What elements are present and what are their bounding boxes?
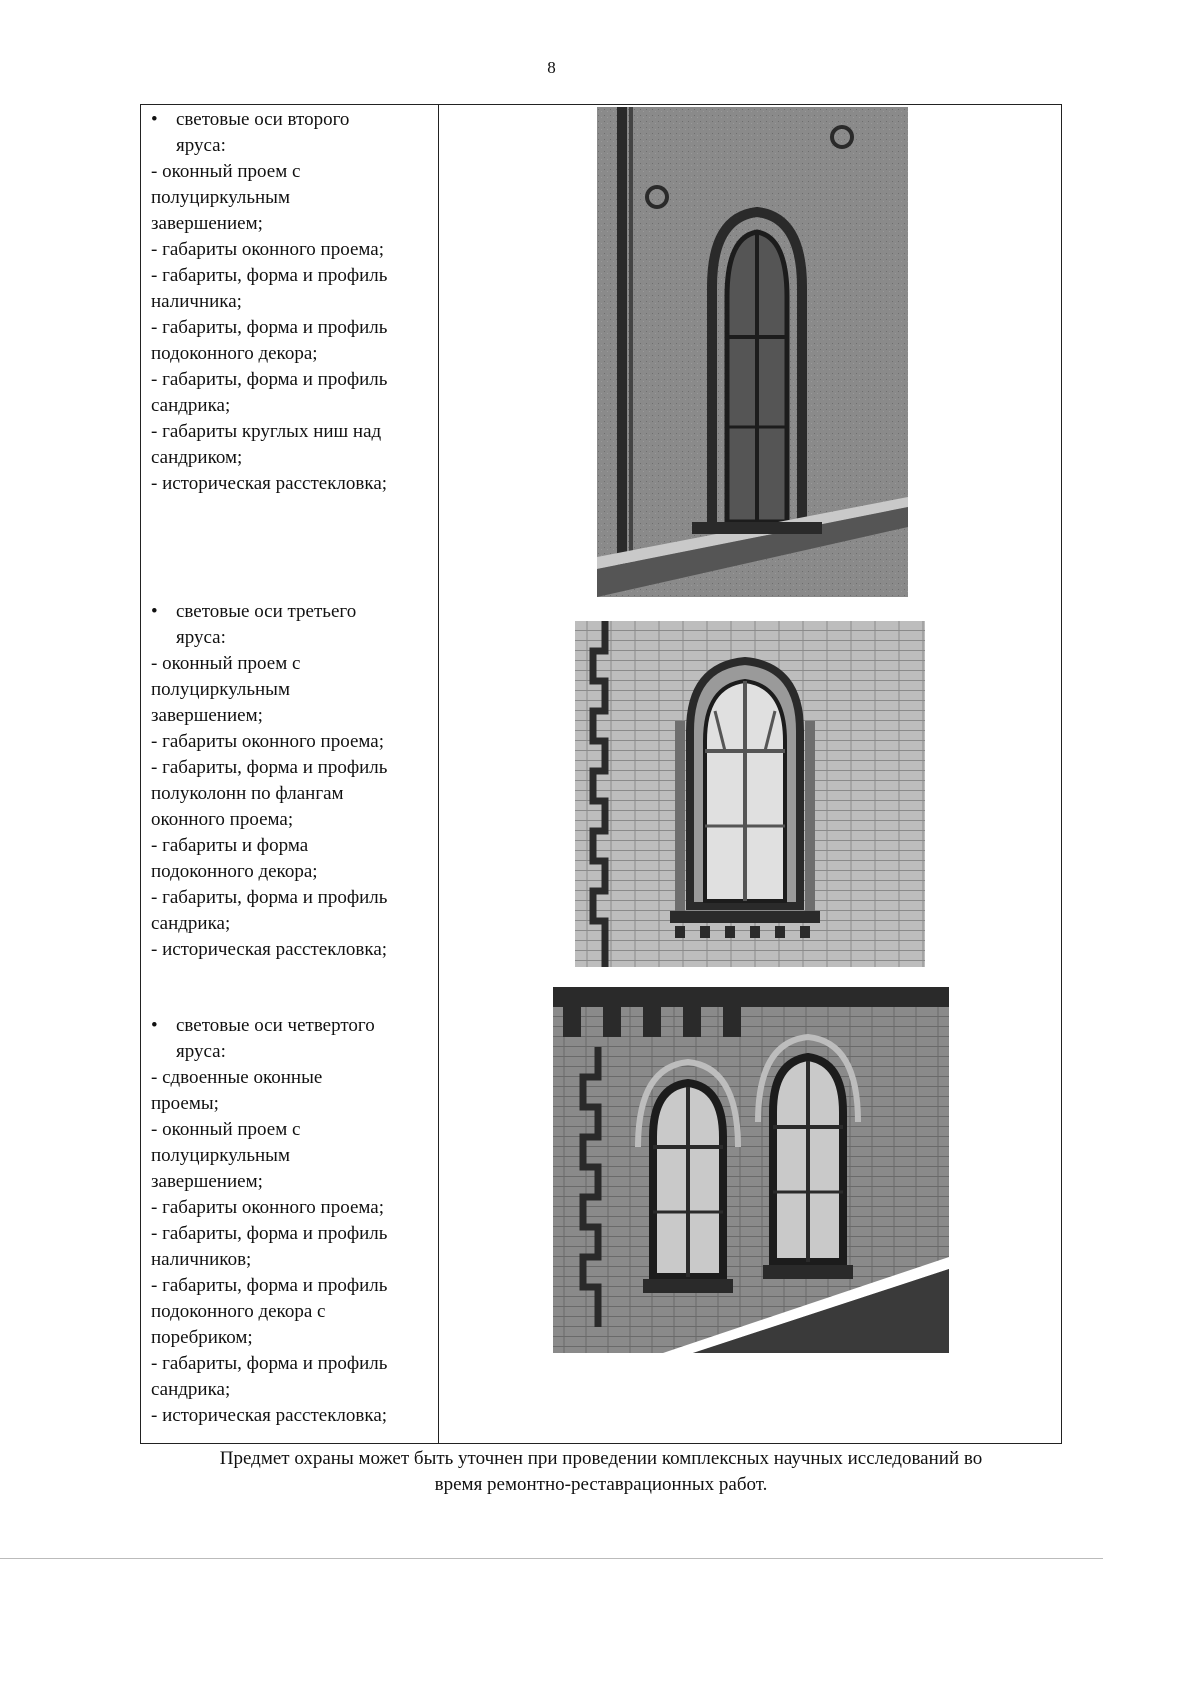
section-1-line-14: - историческая расстекловка;	[151, 473, 388, 494]
section-3-line-13: - габариты, форма и профиль	[151, 1353, 388, 1374]
section-2-line-2: - оконный проем с	[151, 653, 301, 674]
section-2-text	[151, 599, 436, 963]
section-2-line-13: - историческая расстекловка;	[151, 939, 388, 960]
section-3-line-4: - оконный проем с	[151, 1119, 301, 1140]
section-1-line-9: подоконного декора;	[151, 343, 318, 364]
section-2-line-12: сандрика;	[151, 913, 231, 934]
section-3-line-2: - сдвоенные оконные	[151, 1067, 323, 1088]
section-1-line-0: • световые оси второго	[151, 107, 436, 133]
section-3-line-12: поребриком;	[151, 1327, 253, 1348]
bullet-icon: •	[151, 601, 158, 622]
section-3-line-11: подоконного декора с	[151, 1301, 326, 1322]
section-3-line-15: - историческая расстекловка;	[151, 1405, 388, 1426]
section-2-line-11: - габариты, форма и профиль	[151, 887, 388, 908]
section-1-text	[151, 107, 436, 497]
protection-subject-table	[140, 104, 1062, 1444]
photo-third-tier-window	[575, 621, 925, 967]
footer-line-1: Предмет охраны может быть уточнен при проведении комплексных научных исследований во	[219, 1448, 983, 1469]
section-3-line-9: наличников;	[151, 1249, 252, 1270]
section-1-line-2: - оконный проем с	[151, 161, 301, 182]
section-1-line-12: - габариты круглых ниш над	[151, 421, 382, 442]
footer-line-2: время ремонтно-реставрационных работ.	[434, 1474, 768, 1495]
section-1-line-1: яруса:	[176, 135, 226, 156]
window-photo-2	[575, 621, 925, 967]
section-3-line-5: полуциркульным	[151, 1145, 290, 1166]
section-3-text	[151, 1013, 436, 1429]
bullet-icon: •	[151, 1015, 158, 1036]
section-2-line-1: яруса:	[176, 627, 226, 648]
column-divider	[438, 105, 439, 1443]
section-3-line-3: проемы;	[151, 1093, 219, 1114]
window-photo-1	[597, 107, 908, 597]
section-2-line-7: полуколонн по флангам	[151, 783, 344, 804]
section-3-line-10: - габариты, форма и профиль	[151, 1275, 388, 1296]
page-number: 8	[547, 58, 556, 77]
photo-second-tier-window	[597, 107, 908, 597]
section-3-line-8: - габариты, форма и профиль	[151, 1223, 388, 1244]
section-2-line-10: подоконного декора;	[151, 861, 318, 882]
section-3-line-0: • световые оси четвертого	[151, 1013, 436, 1039]
section-1-line-5: - габариты оконного проема;	[151, 239, 385, 260]
section-2-line-0: • световые оси третьего	[151, 599, 436, 625]
section-1-line-4: завершением;	[151, 213, 263, 234]
footer-note	[140, 1446, 1062, 1498]
section-1-line-7: наличника;	[151, 291, 242, 312]
scan-edge-line	[0, 1558, 1103, 1559]
section-1-line-8: - габариты, форма и профиль	[151, 317, 388, 338]
section-1-line-10: - габариты, форма и профиль	[151, 369, 388, 390]
section-2-line-9: - габариты и форма	[151, 835, 309, 856]
section-1-line-11: сандрика;	[151, 395, 231, 416]
section-3-line-1: яруса:	[176, 1041, 226, 1062]
section-2-line-3: полуциркульным	[151, 679, 290, 700]
section-2-line-5: - габариты оконного проема;	[151, 731, 385, 752]
section-2-line-4: завершением;	[151, 705, 263, 726]
window-photo-3	[553, 987, 949, 1353]
bullet-icon: •	[151, 109, 158, 130]
section-1-line-6: - габариты, форма и профиль	[151, 265, 388, 286]
photo-fourth-tier-windows	[553, 987, 949, 1353]
section-1-line-13: сандриком;	[151, 447, 243, 468]
section-3-line-7: - габариты оконного проема;	[151, 1197, 385, 1218]
section-3-line-14: сандрика;	[151, 1379, 231, 1400]
section-2-line-8: оконного проема;	[151, 809, 294, 830]
section-3-line-6: завершением;	[151, 1171, 263, 1192]
section-2-line-6: - габариты, форма и профиль	[151, 757, 388, 778]
section-1-line-3: полуциркульным	[151, 187, 290, 208]
